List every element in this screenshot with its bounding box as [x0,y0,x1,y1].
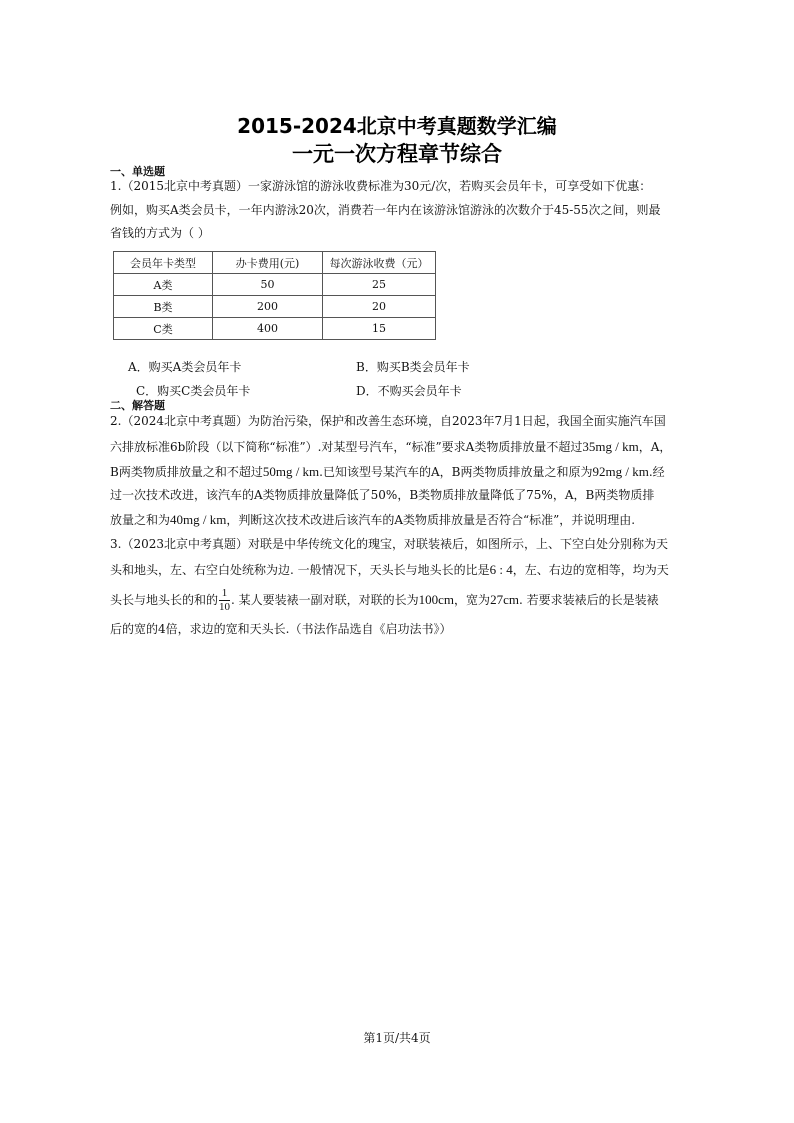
question-2-line-3 [110,465,665,478]
fraction-one-tenth [219,588,230,613]
table-cell: B类 [114,296,213,318]
text-segment: ，A， [638,440,672,454]
document-title: 2015-2024北京中考真题数学汇编 [237,114,557,138]
table-header-cell: 会员年卡类型 [114,252,213,274]
membership-fee-table [113,251,436,340]
question-2-line-4: 过一次技术改进，该汽车的A类物质排放量降低了50%，B类物质排放量降低了75%，A，B两类物质排 [110,488,655,502]
text-segment: 头和地头，左、右空白处统称为边. 一般情况下，天头长与地头长的比是 [110,563,490,577]
table-cell: 25 [323,274,436,296]
section-heading-answer-questions: 二、解答题 [110,399,165,412]
option-d[interactable]: D．不购买会员年卡 [356,384,462,398]
text-segment: B两类物质排放量之和不超过 [110,465,263,479]
question-3-line-4: 后的宽的4倍，求边的宽和天头长.（书法作品选自《启功法书》） [110,622,452,636]
math-value: 92mg / km [592,464,649,479]
math-value: 40mg / km [170,512,227,527]
text-segment: ，左、右边的宽相等，均为天 [512,563,669,577]
table-header-cell: 办卡费用(元) [213,252,323,274]
document-subtitle: 一元一次方程章节综合 [292,142,502,166]
table-cell: 400 [213,318,323,340]
table-header-row [114,252,436,274]
option-c[interactable]: C．购买C类会员年卡 [136,384,251,398]
text-segment: 头长与地头长的和的 [110,593,219,607]
table-row [114,318,436,340]
table-cell: 15 [323,318,436,340]
section-heading-single-choice: 一、单选题 [110,165,165,178]
question-1-line-2: 例如，购买A类会员卡，一年内游泳20次，消费若一年内在该游泳馆游泳的次数介于45-55次之间，则最 [110,203,661,217]
table-cell: 200 [213,296,323,318]
question-3-line-2 [110,563,669,576]
text-segment: .经 [648,465,665,479]
table-cell: 20 [323,296,436,318]
fraction-denominator: 10 [219,601,231,613]
text-segment: .已知该型号某汽车的A，B两类物质排放量之和原为 [319,465,593,479]
table-header-cell: 每次游泳收费（元） [323,252,436,274]
question-1-line-1: 1.（2015北京中考真题）一家游泳馆的游泳收费标准为30元/次，若购买会员年卡，可享受如下优惠： [110,179,652,193]
text-segment: . 若要求装裱后的长是装裱 [518,593,659,607]
text-segment: . 某人要装裱一副对联，对联的长为 [231,593,419,607]
table-cell: A类 [114,274,213,296]
text-segment: ，宽为 [454,593,491,607]
question-3-line-3 [110,588,659,613]
text-segment: 放量之和为 [110,513,171,527]
text-segment: 六排放标准6b阶段（以下简称“标准”）.对某型号汽车，“标准”要求A类物质排放量不超过 [110,440,583,454]
question-3-line-1: 3.（2023北京中考真题）对联是中华传统文化的瑰宝，对联装裱后，如图所示，上、下空白处分别称为天 [110,537,668,551]
question-2-line-1: 2.（2024北京中考真题）为防治污染，保护和改善生态环境，自2023年7月1日起，我国全面实施汽车国 [110,414,666,428]
option-b[interactable]: B．购买B类会员年卡 [356,360,470,374]
table-cell: 50 [213,274,323,296]
math-value: 6 : 4 [489,562,513,577]
math-value: 50mg / km [262,464,320,479]
question-2-line-5 [110,513,635,526]
text-segment: ，判断这次技术改进后该汽车的A类物质排放量是否符合“标准”，并说明理由. [226,513,636,527]
question-1-line-3: 省钱的方式为（ ） [110,226,210,240]
math-value: 100cm [418,592,455,607]
table-row [114,296,436,318]
table-cell: C类 [114,318,213,340]
math-value: 35mg / km [582,439,639,454]
fraction-numerator: 1 [219,588,230,601]
math-value: 27cm [490,592,519,607]
option-a[interactable]: A．购买A类会员年卡 [128,360,242,374]
page-footer: 第1页/共4页 [363,1031,431,1045]
table-row [114,274,436,296]
question-2-line-2 [110,440,671,453]
